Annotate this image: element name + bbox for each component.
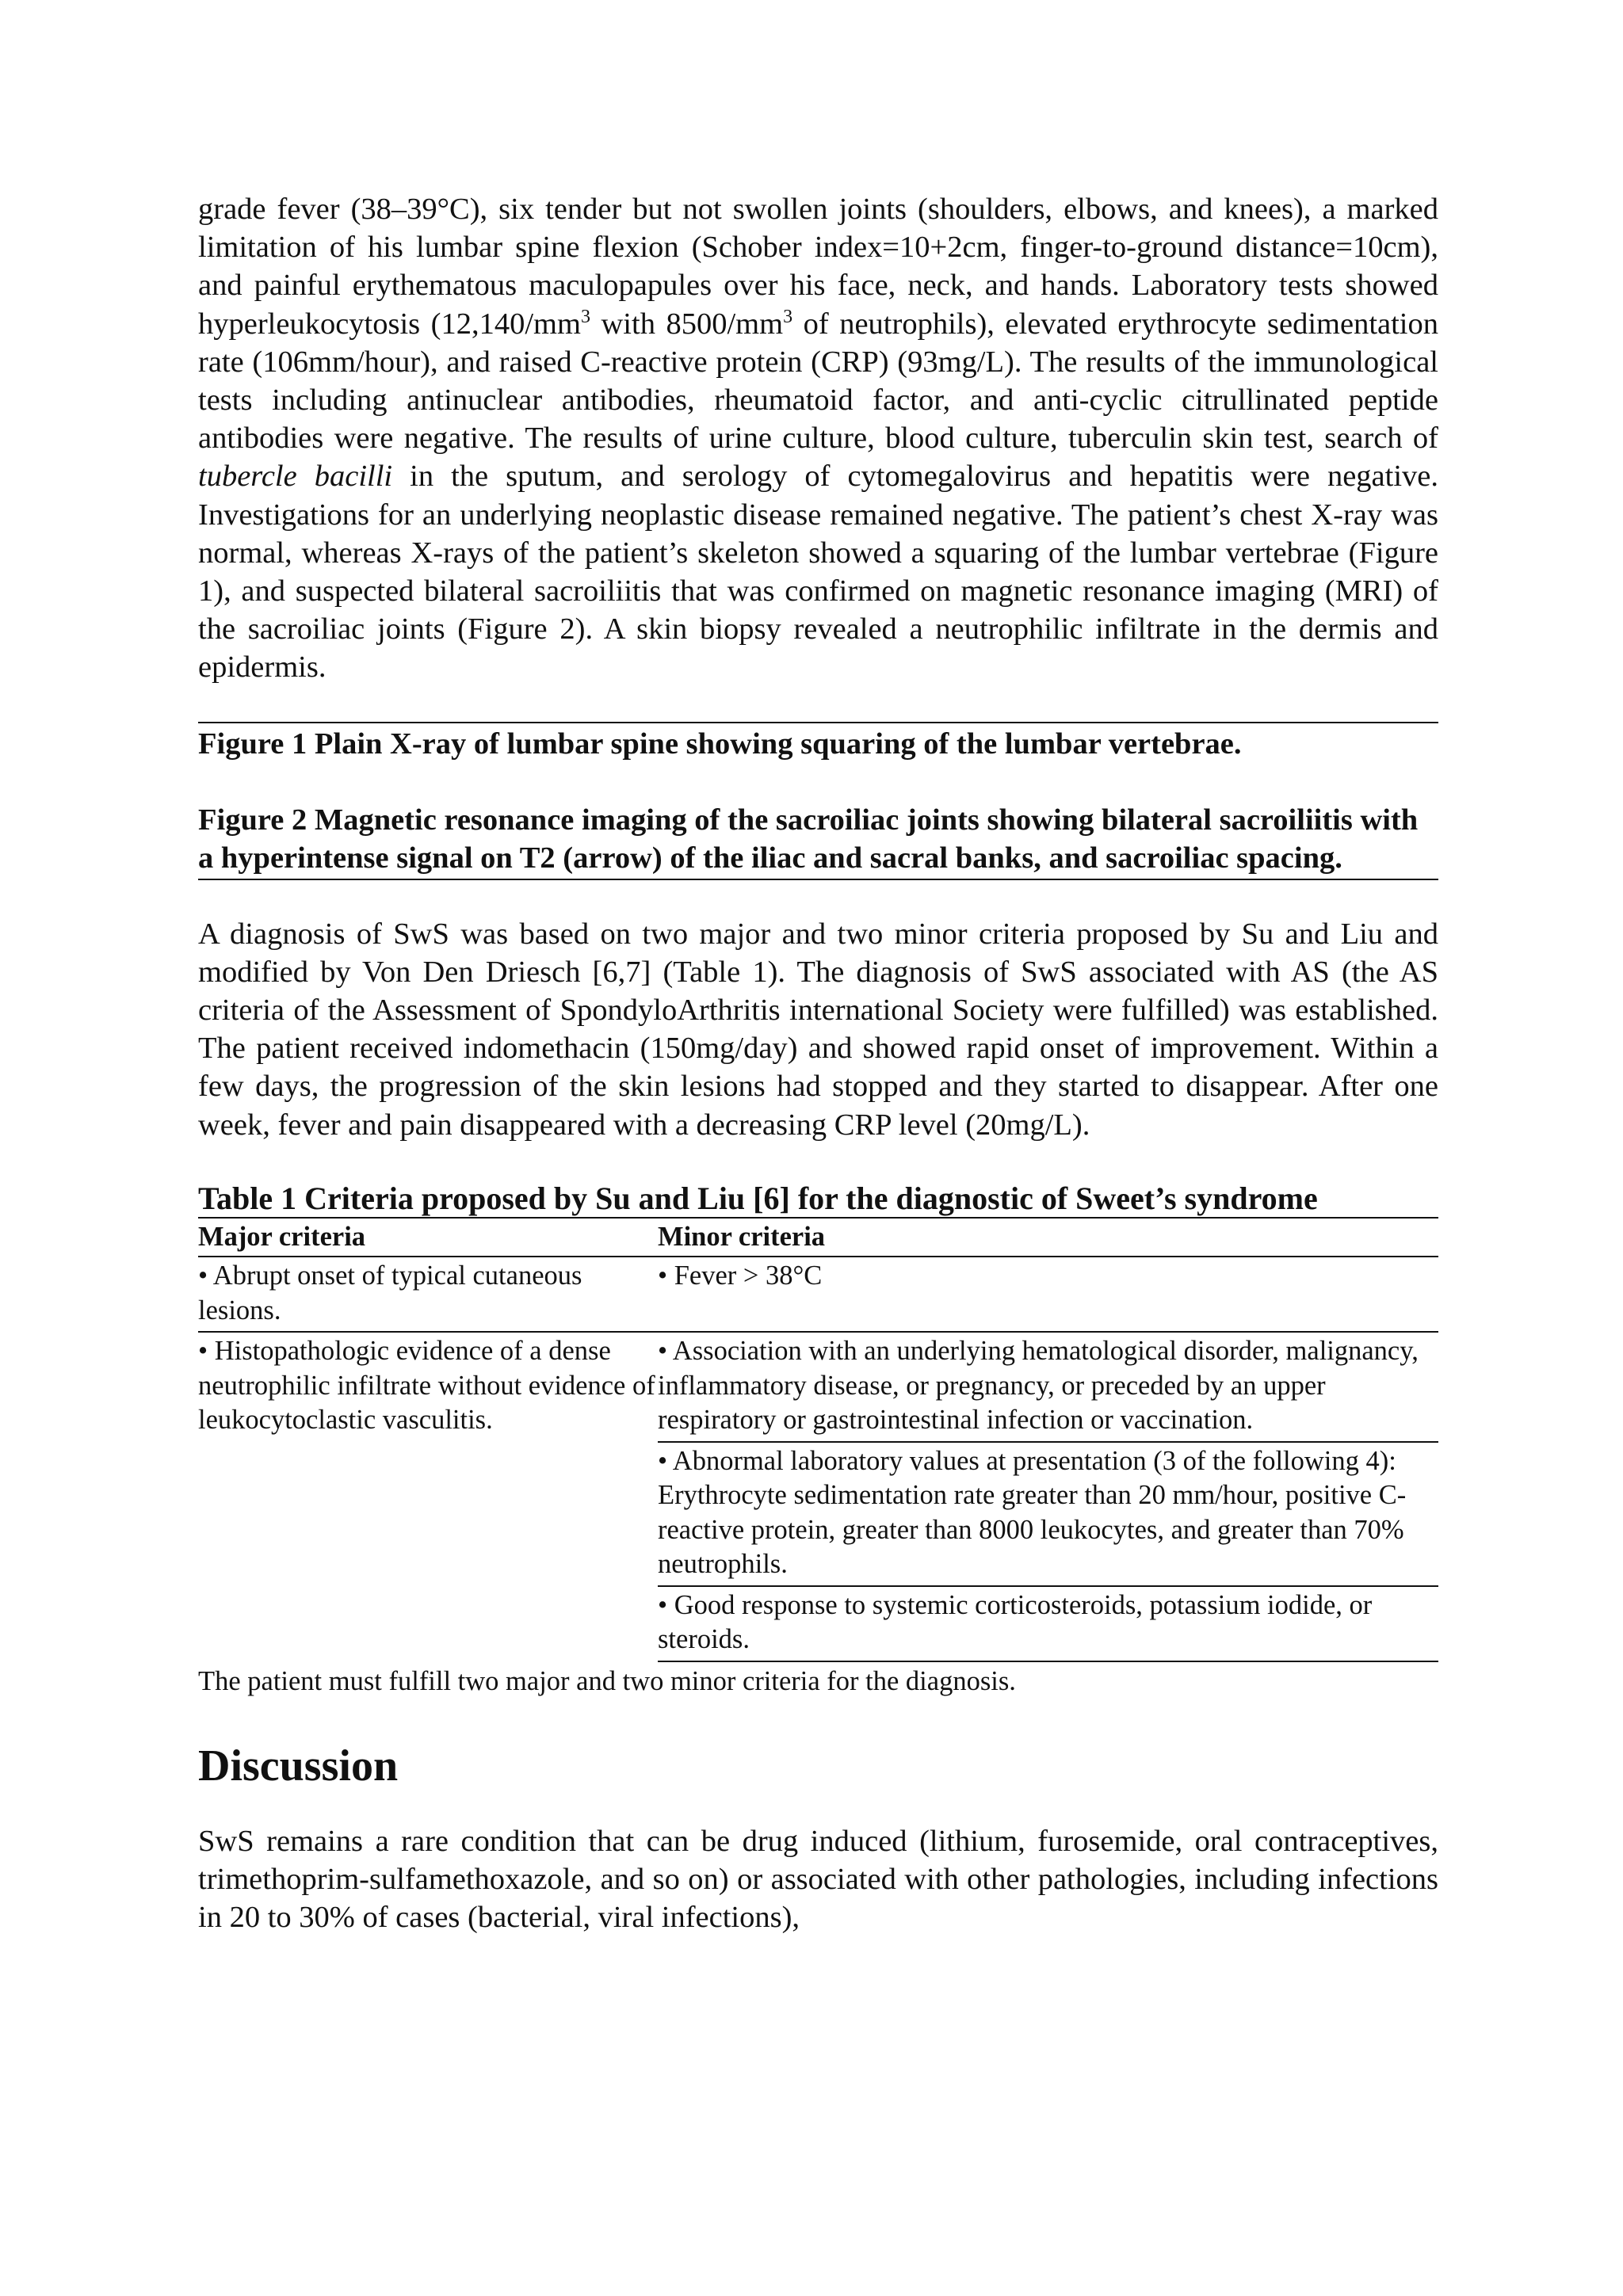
minor-criterion-3: • Abnormal laboratory values at presentation (3 of the following 4): Erythrocyte sedimentation rate greater than 20 mm/hour, positive C-reactive protein, greater than 8000 leukocytes, and greater than 70% neutrophils.: [658, 1442, 1438, 1586]
table-row: [198, 1257, 1438, 1332]
table-header-row: [198, 1218, 1438, 1257]
figure-captions-block: [198, 722, 1438, 880]
discussion-paragraph: SwS remains a rare condition that can be drug induced (lithium, furosemide, oral contraceptives, trimethoprim-sulfamethoxazole, and so on) or associated with other pathologies, including infections in 20 to 30% of cases (bacterial, viral infections),: [198, 1824, 1438, 1935]
figure-1-caption: Figure 1 Plain X-ray of lumbar spine showing squaring of the lumbar vertebrae.: [198, 727, 1242, 761]
major-criterion-2: • Histopathologic evidence of a dense neutrophilic infiltrate without evidence of leukocytoclastic vasculitis.: [198, 1336, 655, 1436]
minor-criterion-4: • Good response to systemic corticosteroids, potassium iodide, or steroids.: [658, 1586, 1438, 1661]
header-major-criteria: Major criteria: [198, 1218, 658, 1257]
superscript: 3: [783, 306, 793, 327]
figure-2-caption: Figure 2 Magnetic resonance imaging of the sacroiliac joints showing bilateral sacroiliitis with a hyperintense signal on T2 (arrow) of the iliac and sacral banks, and sacroiliac spacing.: [198, 803, 1419, 875]
text-run: in the sputum, and serology of cytomegalovirus and hepatitis were negative. Investigations for an underlying neoplastic disease remained negative. The patient’s chest X-ray was normal, whereas X-rays of the patient’s skeleton showed a squaring of the lumbar vertebrae (Figure 1), and suspected bilateral sacroiliitis that was confirmed on magnetic resonance imaging (MRI) of the sacroiliac joints (Figure 2). A skin biopsy revealed a neutrophilic infiltrate in the dermis and epidermis.: [198, 460, 1438, 685]
paper-page: [198, 190, 1438, 1936]
minor-criterion-1: • Fever > 38°C: [658, 1257, 1438, 1332]
table-1-title: Table 1 Criteria proposed by Su and Liu [6] for the diagnostic of Sweet’s syndrome: [198, 1180, 1318, 1216]
criteria-table: [198, 1217, 1438, 1662]
superscript: 3: [580, 306, 590, 327]
text-run: of neutrophils), elevated erythrocyte sedimentation rate (106mm/hour), and raised C-reactive protein (CRP) (93mg/L). The results of the immunological tests including antinuclear antibodies, rheumatoid factor, and anti-cyclic citrullinated peptide antibodies were negative. The results of urine culture, blood culture, tuberculin skin test, search of: [198, 307, 1438, 456]
table-row: [198, 1332, 1438, 1442]
text-run: with 8500/mm: [590, 307, 784, 341]
section-heading-discussion: Discussion: [198, 1741, 399, 1791]
text-run: grade fever (38–39°C), six tender but not swollen joints (shoulders, elbows, and knees), a marked limitation of his lumbar spine flexion (Schober index=10+2cm, finger-to-ground distance=10cm), and painful erythematous maculopapules over his face, neck, and hands. Laboratory tests showed hyperleukocytosis (12,140/mm: [198, 193, 1438, 341]
major-criterion-1: • Abrupt onset of typical cutaneous lesions.: [198, 1257, 658, 1332]
minor-criterion-2: • Association with an underlying hematological disorder, malignancy, inflammatory disease, or pregnancy, or preceded by an upper respiratory or gastrointestinal infection or vaccination.: [658, 1332, 1438, 1442]
header-minor-criteria: Minor criteria: [658, 1218, 1438, 1257]
table-footnote: The patient must fulfill two major and two minor criteria for the diagnosis.: [198, 1665, 1016, 1696]
italic-term: tubercle bacilli: [198, 460, 393, 494]
case-description-paragraph: [198, 190, 1438, 687]
diagnosis-paragraph: A diagnosis of SwS was based on two major and two minor criteria proposed by Su and Liu and modified by Von Den Driesch [6,7] (Table 1). The diagnosis of SwS associated with AS (the AS criteria of the Assessment of SpondyloArthritis international Society were fulfilled) was established. The patient received indomethacin (150mg/day) and showed rapid onset of improvement. Within a few days, the progression of the skin lesions had stopped and they started to disappear. After one week, fever and pain disappeared with a decreasing CRP level (20mg/L).: [198, 917, 1438, 1142]
